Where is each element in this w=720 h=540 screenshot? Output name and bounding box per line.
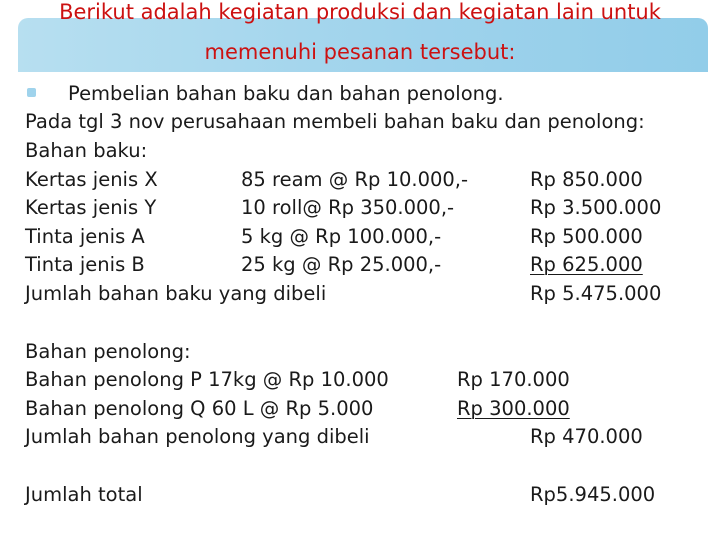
item-total: Rp 625.000 [530, 253, 643, 276]
item-qty: 10 roll@ Rp 350.000,- [241, 196, 455, 219]
auxiliary-sum-value: Rp 470.000 [530, 425, 643, 448]
intro-text: Pada tgl 3 nov perusahaan membeli bahan baku dan penolong: [25, 110, 645, 133]
auxiliary-label: Bahan penolong: [25, 340, 191, 363]
item-name: Kertas jenis X [25, 168, 158, 191]
item-name: Tinta jenis A [25, 225, 145, 248]
item-name: Tinta jenis B [25, 253, 145, 276]
aux-item-total: Rp 300.000 [457, 397, 570, 420]
slide-title-line-2: memenuhi pesanan tersebut: [204, 40, 516, 64]
raw-materials-sum-value: Rp 5.475.000 [530, 282, 662, 305]
aux-item-total: Rp 170.000 [457, 368, 570, 391]
aux-item-desc: Bahan penolong Q 60 L @ Rp 5.000 [25, 397, 374, 420]
item-name: Kertas jenis Y [25, 196, 157, 219]
bullet-icon [27, 88, 36, 97]
item-qty: 25 kg @ Rp 25.000,- [241, 253, 442, 276]
raw-materials-label: Bahan baku: [25, 139, 148, 162]
auxiliary-sum-label: Jumlah bahan penolong yang dibeli [25, 425, 370, 448]
item-total: Rp 3.500.000 [530, 196, 662, 219]
item-qty: 5 kg @ Rp 100.000,- [241, 225, 442, 248]
section-heading: Pembelian bahan baku dan bahan penolong. [68, 82, 504, 105]
item-total: Rp 500.000 [530, 225, 643, 248]
grand-total-value: Rp5.945.000 [530, 483, 656, 506]
item-qty: 85 ream @ Rp 10.000,- [241, 168, 469, 191]
item-total: Rp 850.000 [530, 168, 643, 191]
raw-materials-sum-label: Jumlah bahan baku yang dibeli [25, 282, 327, 305]
aux-item-desc: Bahan penolong P 17kg @ Rp 10.000 [25, 368, 389, 391]
slide-title-line-1: Berikut adalah kegiatan produksi dan kegiatan lain untuk [59, 0, 661, 24]
grand-total-label: Jumlah total [25, 483, 143, 506]
